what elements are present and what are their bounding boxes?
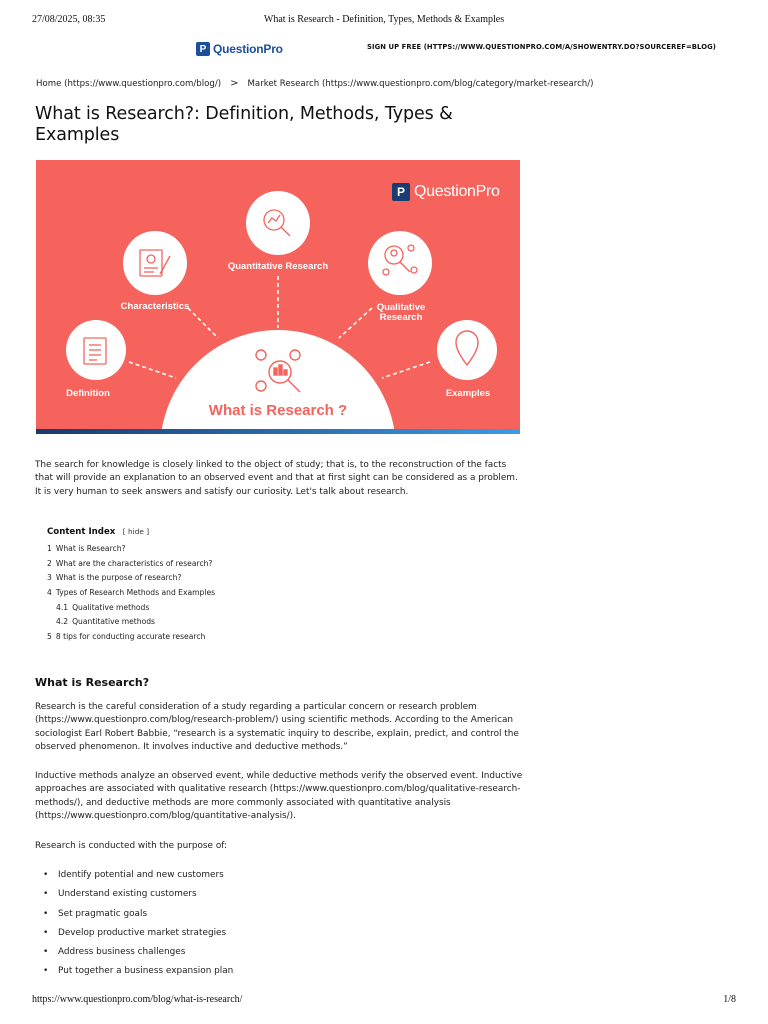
toc-item[interactable] — [47, 542, 347, 557]
qualitative-node — [368, 231, 432, 295]
toc-item-number: 4.2 — [56, 617, 69, 627]
quantitative-label: Quantitative Research — [227, 261, 329, 272]
content-index — [47, 527, 347, 645]
logo-mark-icon: P — [196, 42, 210, 56]
hero-logo — [392, 183, 500, 201]
examples-label: Examples — [445, 388, 491, 399]
characteristics-label: Characteristics — [120, 301, 190, 312]
section-paragraph-3: Research is conducted with the purpose of: — [35, 841, 228, 851]
list-item: • Put together a business expansion plan — [35, 965, 233, 984]
toc-item-number: 5 — [47, 632, 52, 642]
toc-item-number: 2 — [47, 558, 52, 568]
sign-up-free-link[interactable]: SIGN UP FREE (HTTPS://WWW.QUESTIONPRO.COM/A/SHOWENTRY.DO?SOURCEREF=BLOG) — [366, 43, 716, 51]
toc-item-label: Qualitative methods — [72, 602, 150, 612]
intro-paragraph: The search for knowledge is closely linked to the object of study; that is, to the reconstruction of the facts that will provide an explanation to an observed event and that at first sight can be considered as a problem. It is very human to seek answers and satisfy our curiosity. Let's talk about research. — [35, 460, 518, 497]
qualitative-label-line2: Research — [379, 311, 423, 323]
toc-item-label: What is Research? — [55, 544, 126, 553]
qualitative-label — [356, 303, 446, 322]
center-label: What is Research ? — [208, 402, 348, 419]
hero-gradient-bar — [36, 429, 520, 434]
definition-label: Definition — [66, 388, 110, 399]
toc-item[interactable] — [47, 630, 347, 645]
list-item: • Understand existing customers — [35, 888, 233, 907]
print-page-number: 1/8 — [723, 994, 736, 1005]
characteristics-node — [123, 231, 187, 295]
hero-logo-mark-icon: P — [392, 183, 410, 201]
toc-item-number: 4 — [47, 588, 52, 598]
hero-logo-text: QuestionPro — [414, 183, 500, 200]
print-url: https://www.questionpro.com/blog/what-is-research/ — [32, 994, 243, 1005]
toc-subitem[interactable] — [47, 615, 347, 630]
breadcrumb-separator-icon: > — [230, 78, 239, 89]
toc-item[interactable] — [47, 557, 347, 572]
toc-item-label: What are the characteristics of research? — [55, 558, 213, 568]
logo-text: QuestionPro — [213, 42, 283, 56]
hero-image — [36, 160, 520, 434]
page-title: What is Research?: Definition, Methods, Types & Examples — [35, 104, 453, 145]
toc-subitem[interactable] — [47, 601, 347, 616]
list-item: • Develop productive market strategies — [35, 927, 233, 946]
questionpro-logo[interactable] — [196, 40, 283, 58]
examples-node — [437, 320, 497, 380]
toc-item[interactable] — [47, 586, 347, 601]
content-index-list — [47, 542, 347, 645]
purpose-list — [35, 869, 233, 985]
list-item: • Address business challenges — [35, 946, 233, 965]
print-title: What is Research - Definition, Types, Methods & Examples — [263, 14, 505, 25]
site-header — [0, 40, 768, 58]
section-paragraph-2: Inductive methods analyze an observed event, while deductive methods verify the observed event. Inductive approaches are associated with qualitative research (https://www.questionpro.com/blog/qualitative-research-methods/), and deductive methods are more commonly associated with quantitative analysis (https://www.questionpro.com/blog/quantitative-analysis/). — [35, 771, 523, 822]
qualitative-label-line1: Qualitative — [376, 302, 426, 313]
toc-item-label: 8 tips for conducting accurate research — [55, 632, 206, 642]
toc-item-label: Types of Research Methods and Examples — [55, 588, 216, 598]
toc-item[interactable] — [47, 571, 347, 586]
section-heading: What is Research? — [35, 676, 150, 689]
toc-item-label: What is the purpose of research? — [55, 573, 182, 583]
toc-item-number: 3 — [47, 573, 52, 583]
content-index-heading: Content Index — [47, 527, 116, 537]
breadcrumb-home-link[interactable]: Home (https://www.questionpro.com/blog/) — [36, 78, 222, 89]
toc-item-number: 1 — [47, 544, 52, 553]
quantitative-node — [246, 191, 310, 255]
toc-item-number: 4.1 — [56, 602, 69, 612]
print-date: 27/08/2025, 08:35 — [32, 14, 106, 25]
section-paragraph-1: Research is the careful consideration of a study regarding a particular concern or research problem (https://www.questionpro.com/blog/research-problem/) using scientific methods. According to the American sociologist Earl Robert Babbie, “research is a systematic inquiry to describe, explain, predict, and control the observed phenomenon. It involves inductive and deductive methods.” — [35, 702, 519, 753]
breadcrumb-category-link[interactable]: Market Research (https://www.questionpro.com/blog/category/market-research/) — [247, 78, 594, 89]
list-item: • Identify potential and new customers — [35, 869, 233, 888]
toc-item-label: Quantitative methods — [72, 617, 156, 627]
content-index-hide-toggle[interactable]: [ hide ] — [122, 527, 150, 536]
list-item: • Set pragmatic goals — [35, 908, 233, 927]
breadcrumb — [36, 78, 594, 89]
